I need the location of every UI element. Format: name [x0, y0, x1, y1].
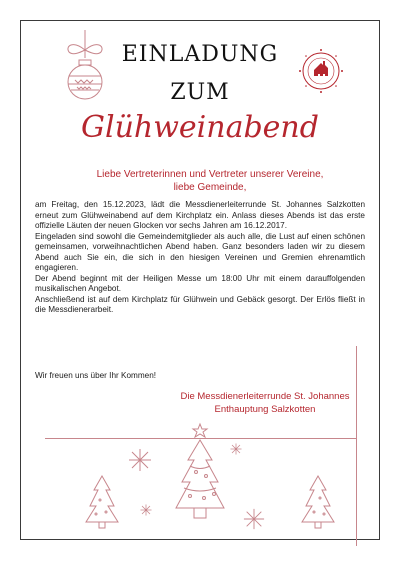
paragraph-2: Eingeladen sind sowohl die Gemeindemitglieder als auch alle, die Lust auf einen schönen gemeinsamen, vorweihnachtlichen Abend haben. Ganz besonders laden wir zu diesem Abend auch Sie ein, die sich in den hiesigen Vereinen und Gremien ehrenamtlich engagieren. — [35, 231, 365, 272]
title-line-2: ZUM — [170, 80, 230, 105]
body-text — [35, 200, 365, 316]
signature — [160, 390, 370, 416]
title-line-1: EINLADUNG — [121, 42, 279, 67]
snowflake-icon — [140, 504, 152, 516]
paragraph-1: am Freitag, den 15.12.2023, lädt die Messdienerleiterrunde St. Johannes Salzkotten erneut zum Glühweinabend auf dem Kirchplatz ein. Anlass dieses Abends ist das erste offizielle Läuten der neuen Glocken vor sechs Jahren am 16.12.2017. — [35, 200, 365, 230]
snowflake-icon — [128, 448, 152, 472]
greeting — [60, 168, 360, 194]
title-main: Glühweinabend — [81, 110, 319, 145]
greeting-line-2: liebe Gemeinde, — [173, 182, 247, 193]
snowflake-icon — [243, 508, 265, 530]
paragraph-4: Anschließend ist auf dem Kirchplatz für Glühwein und Gebäck gesorgt. Der Erlös fließt in die Messdienerarbeit. — [35, 294, 365, 314]
paragraph-3: Der Abend beginnt mit der Heiligen Messe um 18:00 Uhr mit einem darauffolgenden musikalischen Angebot. — [35, 273, 365, 293]
signature-line-2: Enthauptung Salzkotten — [214, 404, 316, 415]
greeting-line-1: Liebe Vertreterinnen und Vertreter unserer Vereine, — [96, 169, 324, 180]
snowflake-icon — [230, 443, 242, 455]
small-christmas-tree-icon — [298, 472, 338, 532]
accent-line-vertical — [356, 346, 357, 546]
christmas-tree-icon — [160, 420, 240, 540]
small-christmas-tree-icon — [82, 472, 122, 532]
signature-line-1: Die Messdienerleiterrunde St. Johannes — [180, 391, 350, 402]
closing-line: Wir freuen uns über Ihr Kommen! — [35, 371, 157, 380]
